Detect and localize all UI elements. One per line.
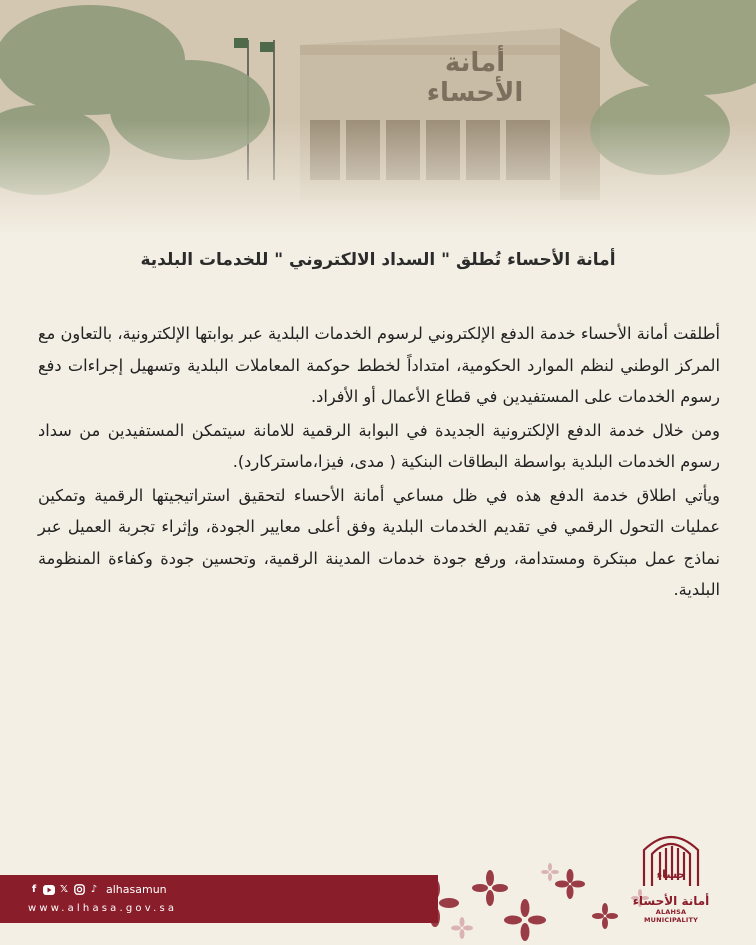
- x-icon[interactable]: 𝕏: [59, 884, 69, 895]
- article-body: [38, 318, 720, 608]
- paragraph: ويأتي اطلاق خدمة الدفع هذه في ظل مساعي أمانة الأحساء لتحقيق استراتيجيتها الرقمية وتمكين عمليات التحول الرقمي في تقديم الخدمات البلدية وفق أعلى معايير الجودة، وإثراء تجربة العميل عبر نماذج عمل مبتكرة ومستدامة، ورفع جودة خدمات المدينة الرقمية، وتحسين جودة وكفاءة المنظومة البلدية.: [38, 485, 720, 599]
- logo-name-english: ALAHSA MUNICIPALITY: [643, 908, 699, 924]
- social-handle: alhasamun: [106, 883, 167, 896]
- social-links: [28, 883, 167, 896]
- instagram-icon[interactable]: [73, 884, 85, 896]
- youtube-icon[interactable]: [43, 884, 55, 896]
- logo-mark-text: حساء: [656, 868, 686, 881]
- facebook-icon[interactable]: f: [31, 884, 37, 895]
- tiktok-icon[interactable]: ♪: [90, 884, 98, 895]
- logo-name-arabic: أمانة الأحساء: [632, 894, 710, 908]
- building-sign: أمانة الأحساء: [426, 48, 524, 108]
- website-url[interactable]: www.alhasa.gov.sa: [28, 903, 178, 914]
- hero-fade-overlay: [0, 120, 756, 235]
- municipality-emblem-icon: [636, 822, 706, 892]
- municipality-logo: [628, 822, 714, 922]
- headline: أمانة الأحساء تُطلق " السداد الالكتروني " للخدمات البلدية: [140, 250, 616, 270]
- hero-image: [0, 0, 756, 235]
- paragraph: أطلقت أمانة الأحساء خدمة الدفع الإلكتروني لرسوم الخدمات البلدية عبر بوابتها الإلكترونية، بالتعاون مع المركز الوطني لنظم الموارد الحكومية، امتداداً لخطط حوكمة المعاملات البلدية وتسهيل إجراءات دفع رسوم الخدمات على المستفيدين في قطاع الأعمال أو الأفراد.: [38, 324, 720, 406]
- paragraph: ومن خلال خدمة الدفع الإلكترونية الجديدة في البوابة الرقمية للامانة سيتمكن المستفيدين من سداد رسوم الخدمات البلدية بواسطة البطاقات البنكية ( مدى، فيزا،ماستركارد).: [38, 420, 720, 471]
